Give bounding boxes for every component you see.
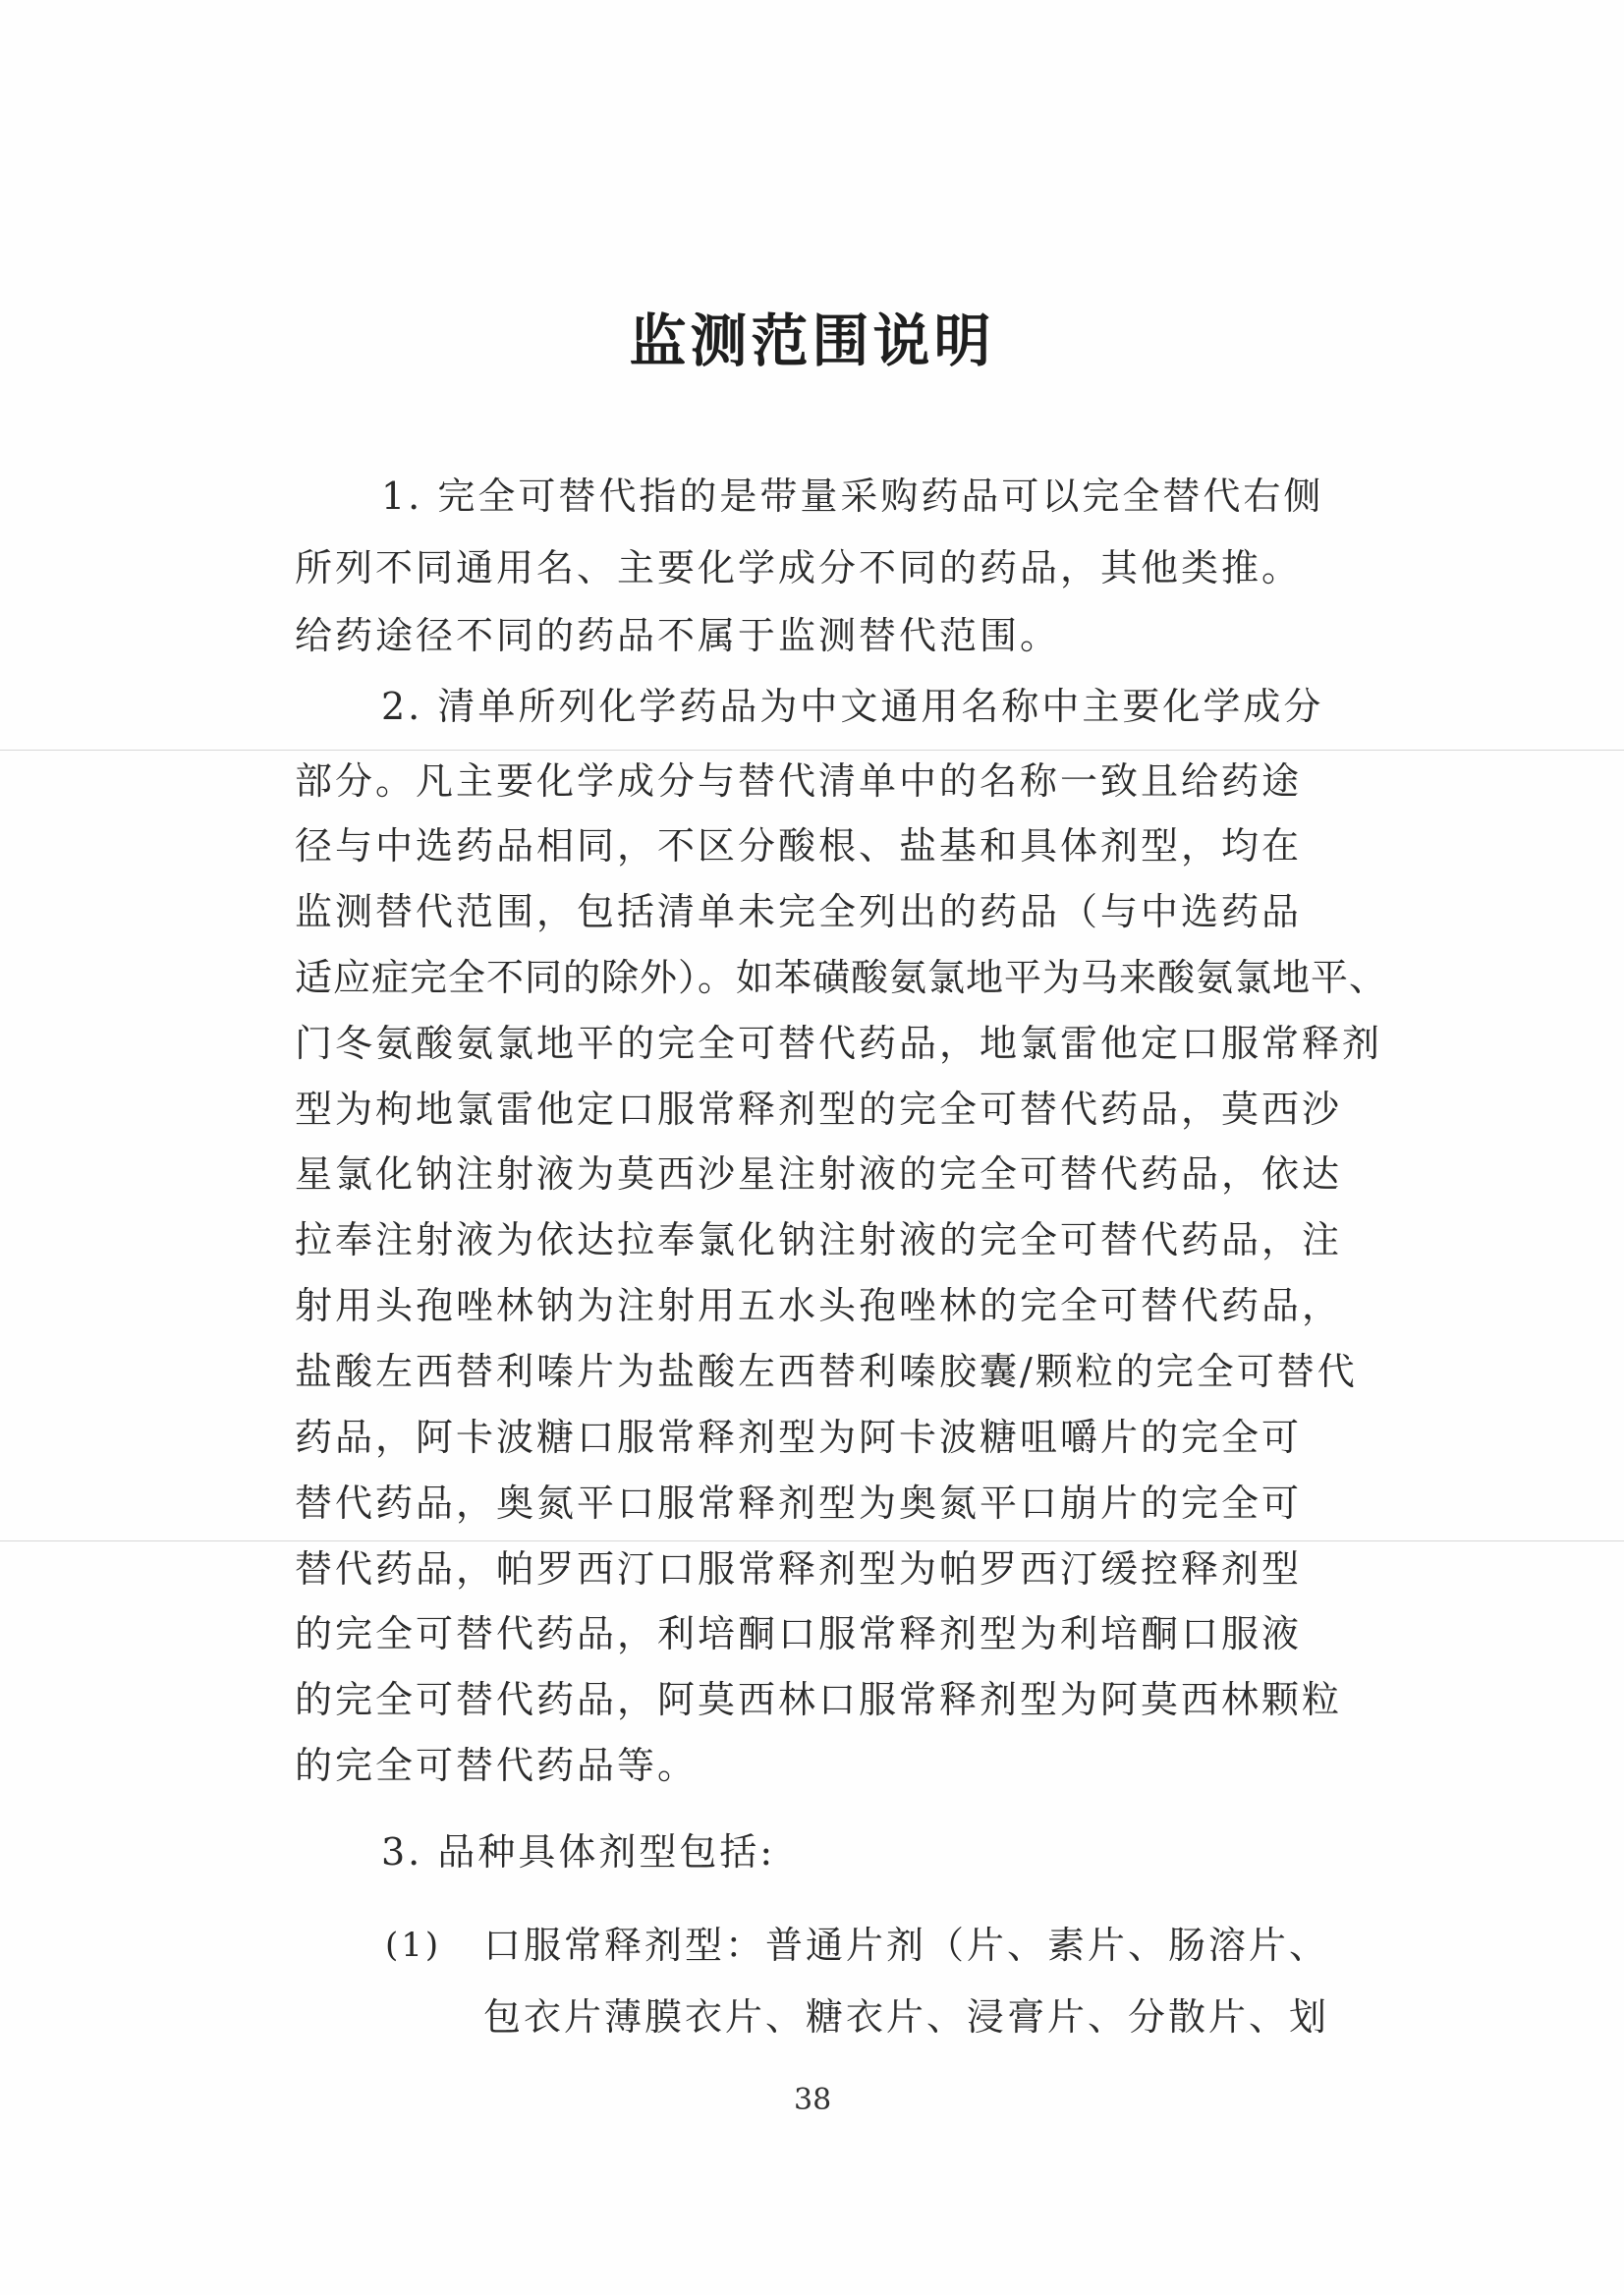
scan-line [0, 750, 1624, 751]
paragraph-2-line-13: 替代药品，奥氮平口服常释剂型为奥氮平口崩片的完全可 [295, 1482, 1303, 1525]
scan-line [0, 1540, 1624, 1541]
paragraph-2-line-17: 的完全可替代药品等。 [295, 1744, 699, 1787]
paragraph-2-line-6: 门冬氨酸氨氯地平的完全可替代药品，地氯雷他定口服常释剂 [295, 1022, 1383, 1065]
paragraph-2-line-14: 替代药品，帕罗西汀口服常释剂型为帕罗西汀缓控释剂型 [295, 1547, 1303, 1591]
paragraph-1-line-3: 给药途径不同的药品不属于监测替代范围。 [295, 614, 1061, 657]
list-item-marker: (1) [385, 1926, 442, 1965]
paragraph-2-line-15: 的完全可替代药品，利培酮口服常释剂型为利培酮口服液 [295, 1612, 1303, 1655]
paragraph-2-line-8: 星氯化钠注射液为莫西沙星注射液的完全可替代药品，依达 [295, 1152, 1343, 1196]
paragraph-2-line-4: 监测替代范围，包括清单未完全列出的药品（与中选药品 [295, 890, 1303, 933]
paragraph-3-line-1: 3. 品种具体剂型包括: [381, 1830, 776, 1874]
paragraph-2-line-11: 盐酸左西替利嗪片为盐酸左西替利嗪胶囊/颗粒的完全可替代 [295, 1350, 1358, 1393]
page-title: 监测范围说明 [629, 308, 995, 374]
paragraph-1-line-2: 所列不同通用名、主要化学成分不同的药品，其他类推。 [295, 546, 1303, 589]
list-item-1-line-2: 包衣片薄膜衣片、糖衣片、浸膏片、分散片、划 [483, 1995, 1330, 2039]
paragraph-2-line-16: 的完全可替代药品，阿莫西林口服常释剂型为阿莫西林颗粒 [295, 1678, 1343, 1721]
paragraph-2-line-7: 型为枸地氯雷他定口服常释剂型的完全可替代药品，莫西沙 [295, 1088, 1343, 1131]
paragraph-1-line-1: 1. 完全可替代指的是带量采购药品可以完全替代右侧 [381, 475, 1324, 518]
paragraph-2-line-12: 药品，阿卡波糖口服常释剂型为阿卡波糖咀嚼片的完全可 [295, 1416, 1303, 1459]
paragraph-2-line-2: 部分。凡主要化学成分与替代清单中的名称一致且给药途 [295, 759, 1303, 803]
page-number: 38 [794, 2083, 832, 2117]
paragraph-2-line-3: 径与中选药品相同，不区分酸根、盐基和具体剂型，均在 [295, 824, 1303, 868]
list-item-1-line-1: 口服常释剂型：普通片剂（片、素片、肠溶片、 [483, 1924, 1330, 1967]
paragraph-2-line-9: 拉奉注射液为依达拉奉氯化钠注射液的完全可替代药品，注 [295, 1218, 1343, 1261]
paragraph-2-line-5: 适应症完全不同的除外）。如苯磺酸氨氯地平为马来酸氨氯地平、 [295, 956, 1388, 999]
paragraph-2-line-1: 2. 清单所列化学药品为中文通用名称中主要化学成分 [381, 685, 1324, 728]
paragraph-2-line-10: 射用头孢唑林钠为注射用五水头孢唑林的完全可替代药品， [295, 1284, 1343, 1327]
